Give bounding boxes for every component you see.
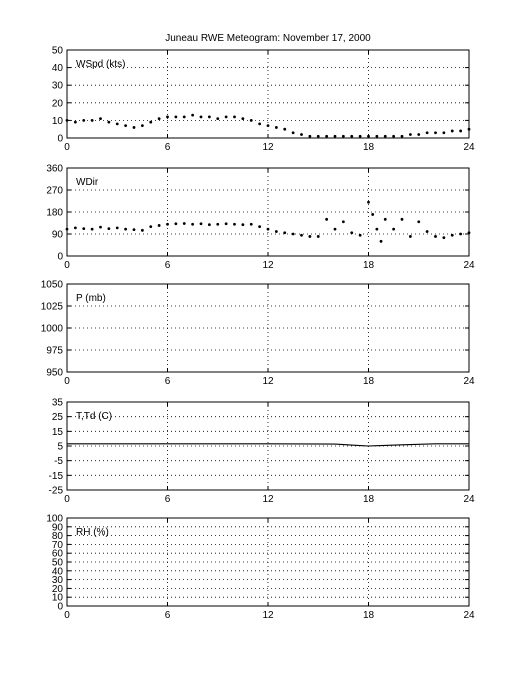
y-tick-label: -15 <box>48 470 63 482</box>
data-point <box>208 115 211 118</box>
y-tick-label: 80 <box>51 531 63 543</box>
y-tick-label: 40 <box>51 63 63 75</box>
panel-3 <box>41 280 475 388</box>
x-tick-label: 24 <box>463 142 475 153</box>
data-point <box>334 135 337 138</box>
y-tick-label: 15 <box>51 426 63 438</box>
x-tick-label: 0 <box>64 376 70 387</box>
x-tick-label: 12 <box>262 260 274 271</box>
x-tick-label: 24 <box>463 494 475 505</box>
y-tick-label: 1000 <box>40 323 63 335</box>
y-tick-label: 50 <box>51 45 63 57</box>
data-point <box>300 133 303 136</box>
y-tick-label: 25 <box>51 412 63 424</box>
y-tick-label: 360 <box>46 163 63 175</box>
panel-5 <box>46 514 475 622</box>
panel-label: WDir <box>76 177 99 188</box>
data-point <box>91 228 94 231</box>
data-point <box>459 233 462 236</box>
y-tick-label: 100 <box>46 513 63 525</box>
x-tick-label: 12 <box>262 494 274 505</box>
data-point <box>66 119 69 122</box>
data-point <box>233 115 236 118</box>
x-tick-label: 0 <box>64 142 70 153</box>
data-point <box>149 225 152 228</box>
data-point <box>241 223 244 226</box>
y-tick-label: 90 <box>51 229 63 241</box>
data-point <box>401 218 404 221</box>
data-point <box>292 233 295 236</box>
data-point <box>442 236 445 239</box>
data-point <box>116 123 119 126</box>
data-point <box>233 223 236 226</box>
data-point <box>200 115 203 118</box>
data-point <box>200 222 203 225</box>
y-tick-label: 30 <box>51 80 63 92</box>
x-tick-label: 6 <box>164 260 171 271</box>
data-point <box>384 218 387 221</box>
data-point <box>325 218 328 221</box>
y-tick-label: 20 <box>51 583 63 595</box>
y-tick-label: 30 <box>51 575 63 587</box>
data-point <box>208 223 211 226</box>
y-tick-label: 20 <box>51 98 63 110</box>
data-point <box>392 135 395 138</box>
panel-1 <box>52 46 475 154</box>
data-point <box>141 124 144 127</box>
data-point <box>99 117 102 120</box>
y-tick-label: 1050 <box>40 279 63 291</box>
data-point <box>380 240 383 243</box>
panel-2 <box>46 164 475 272</box>
y-tick-label: 0 <box>57 133 63 145</box>
data-point <box>367 201 370 204</box>
data-point <box>241 117 244 120</box>
data-point <box>325 135 328 138</box>
data-point <box>359 234 362 237</box>
data-point <box>158 224 161 227</box>
data-point <box>375 135 378 138</box>
x-tick-label: 18 <box>362 494 375 505</box>
data-point <box>174 115 177 118</box>
data-point <box>166 115 169 118</box>
x-tick-label: 24 <box>463 610 475 621</box>
data-point <box>392 228 395 231</box>
data-point <box>417 133 420 136</box>
data-point <box>133 126 136 129</box>
data-point <box>66 228 69 231</box>
data-point <box>417 220 420 223</box>
chart-title: Juneau RWE Meteogram: November 17, 2000 <box>165 33 371 44</box>
data-point <box>434 131 437 134</box>
data-point <box>359 135 362 138</box>
y-tick-label: 10 <box>51 115 63 127</box>
data-point <box>275 230 278 233</box>
data-point <box>258 123 261 126</box>
data-point <box>216 223 219 226</box>
data-point <box>334 228 337 231</box>
x-tick-label: 12 <box>262 376 274 387</box>
data-point <box>216 117 219 120</box>
data-point <box>166 223 169 226</box>
x-tick-label: 12 <box>262 610 274 621</box>
data-point <box>426 131 429 134</box>
x-tick-label: 6 <box>164 494 171 505</box>
x-tick-label: 0 <box>64 494 70 505</box>
y-tick-label: 70 <box>51 539 63 551</box>
data-point <box>107 121 110 124</box>
data-point <box>158 117 161 120</box>
data-point <box>342 220 345 223</box>
x-tick-label: 24 <box>463 376 475 387</box>
x-tick-label: 24 <box>463 260 475 271</box>
data-point <box>74 226 77 229</box>
y-tick-label: 0 <box>57 601 63 613</box>
panel-4 <box>49 398 475 506</box>
data-point <box>300 234 303 237</box>
data-point <box>82 119 85 122</box>
panel-label: P (mb) <box>76 293 106 304</box>
data-point <box>468 231 471 234</box>
data-point <box>350 231 353 234</box>
x-tick-label: 0 <box>64 610 70 621</box>
data-point <box>133 228 136 231</box>
data-point <box>308 135 311 138</box>
data-point <box>409 235 412 238</box>
data-point <box>401 135 404 138</box>
data-point <box>191 114 194 117</box>
data-point <box>451 234 454 237</box>
data-point <box>409 133 412 136</box>
y-tick-label: 10 <box>51 592 63 604</box>
data-point <box>275 126 278 129</box>
x-tick-label: 12 <box>262 142 274 153</box>
data-point <box>183 222 186 225</box>
data-point <box>124 124 127 127</box>
data-point <box>317 135 320 138</box>
data-point <box>174 222 177 225</box>
x-tick-label: 18 <box>362 610 375 621</box>
data-point <box>250 119 253 122</box>
y-tick-label: 60 <box>51 548 63 560</box>
data-point <box>191 223 194 226</box>
data-point <box>149 121 152 124</box>
data-point <box>375 228 378 231</box>
data-point <box>107 227 110 230</box>
data-point <box>283 128 286 131</box>
y-tick-label: -5 <box>54 456 63 468</box>
data-point <box>116 226 119 229</box>
y-tick-label: 50 <box>51 557 63 569</box>
x-tick-label: 6 <box>164 610 171 621</box>
y-tick-label: 0 <box>57 251 63 263</box>
data-point <box>426 230 429 233</box>
data-point <box>308 235 311 238</box>
y-tick-label: 950 <box>46 367 63 379</box>
y-tick-label: 975 <box>46 345 63 357</box>
data-point <box>258 225 261 228</box>
x-tick-label: 18 <box>362 376 375 387</box>
data-point <box>82 227 85 230</box>
data-point <box>74 121 77 124</box>
data-point <box>342 135 345 138</box>
y-tick-label: 35 <box>51 397 63 409</box>
data-point <box>267 228 270 231</box>
y-tick-label: 270 <box>46 185 63 197</box>
data-point <box>371 213 374 216</box>
data-point <box>99 226 102 229</box>
data-point <box>442 131 445 134</box>
y-tick-label: -25 <box>48 485 63 497</box>
data-point <box>225 115 228 118</box>
data-point <box>459 130 462 133</box>
data-point <box>141 229 144 232</box>
data-point <box>124 228 127 231</box>
data-point <box>250 223 253 226</box>
data-point <box>434 235 437 238</box>
panel-label: RH (%) <box>76 527 109 538</box>
data-point <box>225 222 228 225</box>
data-point <box>367 135 370 138</box>
panel-label: T,Td (C) <box>76 411 113 422</box>
y-tick-label: 90 <box>51 522 63 534</box>
y-tick-label: 5 <box>57 441 63 453</box>
x-tick-label: 18 <box>362 142 375 153</box>
data-point <box>468 128 471 131</box>
data-point <box>384 135 387 138</box>
y-tick-label: 1025 <box>40 301 63 313</box>
data-point <box>317 235 320 238</box>
x-tick-label: 6 <box>164 376 171 387</box>
data-point <box>283 231 286 234</box>
data-point <box>267 124 270 127</box>
data-point <box>91 119 94 122</box>
data-point <box>350 135 353 138</box>
y-tick-label: 180 <box>46 207 63 219</box>
data-point <box>292 131 295 134</box>
panel-label: WSpd (kts) <box>76 59 126 70</box>
x-tick-label: 0 <box>64 260 70 271</box>
panels <box>41 46 475 622</box>
x-tick-label: 6 <box>164 142 171 153</box>
data-point <box>183 115 186 118</box>
y-tick-label: 40 <box>51 566 63 578</box>
data-point <box>451 130 454 133</box>
x-tick-label: 18 <box>362 260 375 271</box>
